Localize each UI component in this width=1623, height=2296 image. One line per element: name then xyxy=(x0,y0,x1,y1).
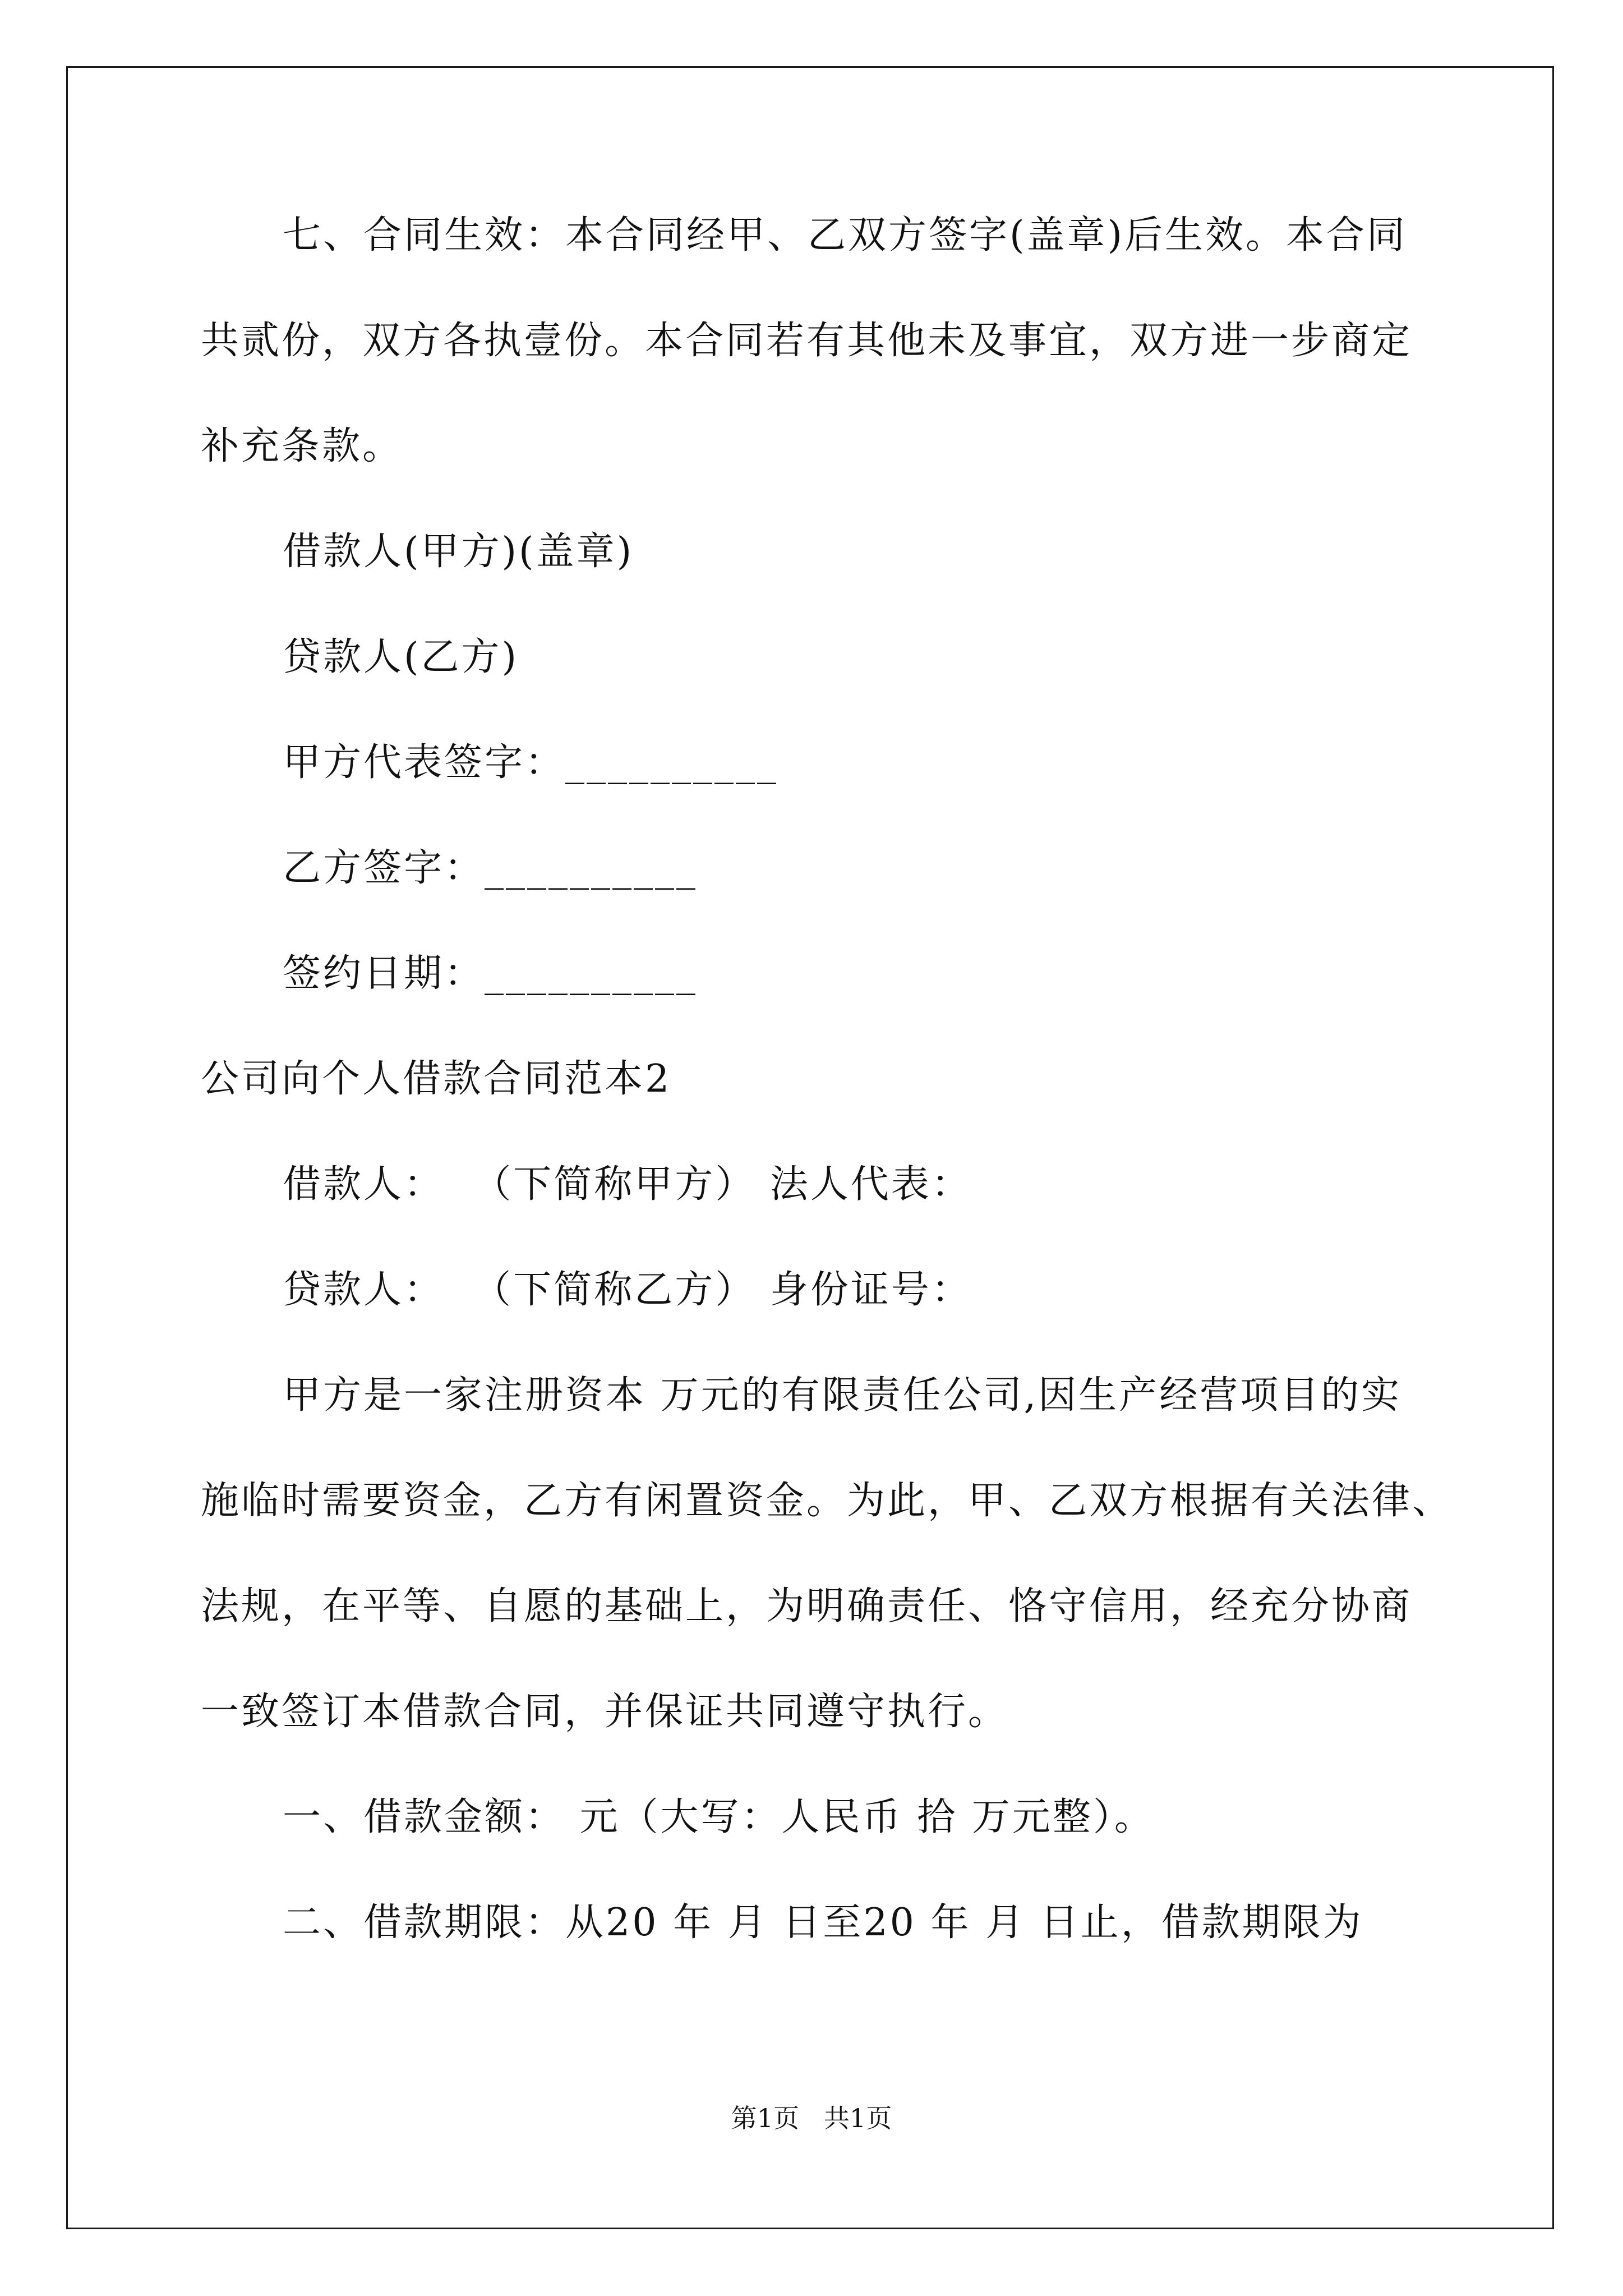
paragraph-effectiveness-line-3: 补充条款。 xyxy=(201,424,403,468)
page-number-footer: 第1页 共1页 xyxy=(731,2103,892,2133)
paragraph-effectiveness-line-1: 七、合同生效：本合同经甲、乙双方签字(盖章)后生效。本合同 xyxy=(283,213,1408,257)
signing-date-line: 签约日期：__________ xyxy=(283,951,698,996)
loan-term-clause: 二、借款期限：从20 年 月 日至20 年 月 日止，借款期限为 xyxy=(283,1901,1363,1945)
preamble-line-4: 一致签订本借款合同，并保证共同遵守执行。 xyxy=(201,1690,1009,1734)
borrower-info-line: 借款人： （下简称甲方） 法人代表： xyxy=(283,1162,972,1207)
loan-amount-clause: 一、借款金额： 元（大写：人民币 拾 万元整）。 xyxy=(283,1795,1155,1839)
lender-info-line: 贷款人： （下简称乙方） 身份证号： xyxy=(283,1268,972,1312)
preamble-line-2: 施临时需要资金，乙方有闲置资金。为此，甲、乙双方根据有关法律、 xyxy=(201,1479,1453,1523)
paragraph-effectiveness-line-2: 共贰份，双方各执壹份。本合同若有其他未及事宜，双方进一步商定 xyxy=(201,319,1413,363)
borrower-seal-line: 借款人(甲方)(盖章) xyxy=(283,530,634,574)
lender-line: 贷款人(乙方) xyxy=(283,635,519,679)
party-b-signature-line: 乙方签字：__________ xyxy=(283,846,698,890)
preamble-line-3: 法规，在平等、自愿的基础上，为明确责任、恪守信用，经充分协商 xyxy=(201,1584,1413,1628)
party-a-signature-line: 甲方代表签字：__________ xyxy=(283,740,779,785)
preamble-line-1: 甲方是一家注册资本 万元的有限责任公司,因生产经营项目的实 xyxy=(283,1373,1402,1418)
contract-template-heading: 公司向个人借款合同范本2 xyxy=(201,1057,672,1101)
